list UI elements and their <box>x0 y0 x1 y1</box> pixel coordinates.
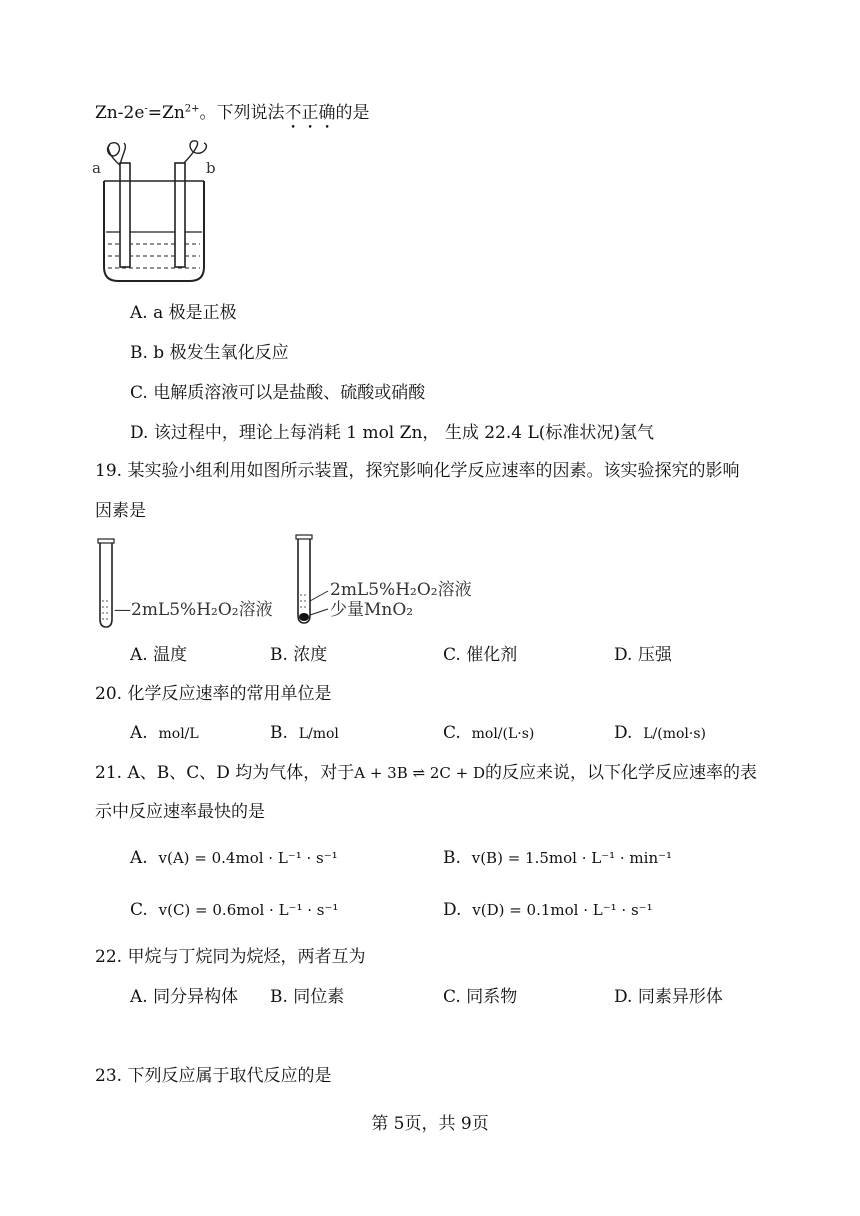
q22-option-a: A. 同分异构体 <box>130 987 239 1007</box>
q22-option-c: C. 同系物 <box>443 987 518 1007</box>
reaction-equation: A + 3B ⇌ 2C + D <box>354 764 486 782</box>
q20-option-d: D. L/(mol·s) <box>614 723 707 743</box>
q21-stem-line1: 21. A、B、C、D 均为气体，对于A + 3B ⇌ 2C + D的反应来说，以下化学反应速率的表 <box>95 763 758 783</box>
q19-stem-line2: 因素是 <box>95 501 146 521</box>
q22-option-b: B. 同位素 <box>270 987 345 1007</box>
tube1-label: —2mL5%H₂O₂溶液 <box>114 600 273 620</box>
tube2-label-solution: 2mL5%H₂O₂溶液 <box>330 580 472 600</box>
q18-stem: $Zn-2e^-=Zn^{2+}$。下列说法不正确的是 <box>95 103 370 123</box>
galvanic-cell-diagram <box>92 135 222 285</box>
q19-option-b: B. 浓度 <box>270 645 328 665</box>
q19-stem-line1: 19. 某实验小组利用如图所示装置，探究影响化学反应速率的因素。该实验探究的影响 <box>95 461 740 481</box>
q20-option-b: B. L/mol <box>270 723 339 743</box>
q20-option-a: A. mol/L <box>130 723 199 743</box>
q19-option-a: A. 温度 <box>130 645 188 665</box>
q23-stem: 23. 下列反应属于取代反应的是 <box>95 1066 332 1086</box>
emphasized-text: 不正确 <box>284 103 336 123</box>
q19-option-d: D. 压强 <box>614 645 672 665</box>
q18-option-b: B. b 极发生氧化反应 <box>130 343 289 363</box>
electrode-label-a: a <box>92 159 101 177</box>
q21-stem-line2: 示中反应速率最快的是 <box>95 802 265 822</box>
tube2-label-catalyst: 少量MnO₂ <box>330 600 414 620</box>
q21-option-c: C. v(C) = 0.6mol · L⁻¹ · s⁻¹ <box>130 900 339 920</box>
q22-stem: 22. 甲烷与丁烷同为烷烃，两者互为 <box>95 947 366 967</box>
q20-stem: 20. 化学反应速率的常用单位是 <box>95 684 332 704</box>
page-footer: 第 5页，共 9页 <box>371 1114 489 1134</box>
test-tubes-diagram <box>92 535 492 635</box>
q18-option-a: A. a 极是正极 <box>130 303 237 323</box>
q18-option-d: D. 该过程中，理论上每消耗 1 mol Zn， 生成 22.4 L(标准状况)氢气 <box>130 423 655 443</box>
q21-option-d: D. v(D) = 0.1mol · L⁻¹ · s⁻¹ <box>443 900 653 920</box>
q20-option-c: C. mol/(L·s) <box>443 723 535 743</box>
q22-option-d: D. 同素异形体 <box>614 987 723 1007</box>
q21-option-b: B. v(B) = 1.5mol · L⁻¹ · min⁻¹ <box>443 848 673 868</box>
electrode-label-b: b <box>206 159 216 177</box>
q19-option-c: C. 催化剂 <box>443 645 518 665</box>
q21-option-a: A. v(A) = 0.4mol · L⁻¹ · s⁻¹ <box>130 848 338 868</box>
q18-option-c: C. 电解质溶液可以是盐酸、硫酸或硝酸 <box>130 383 426 403</box>
